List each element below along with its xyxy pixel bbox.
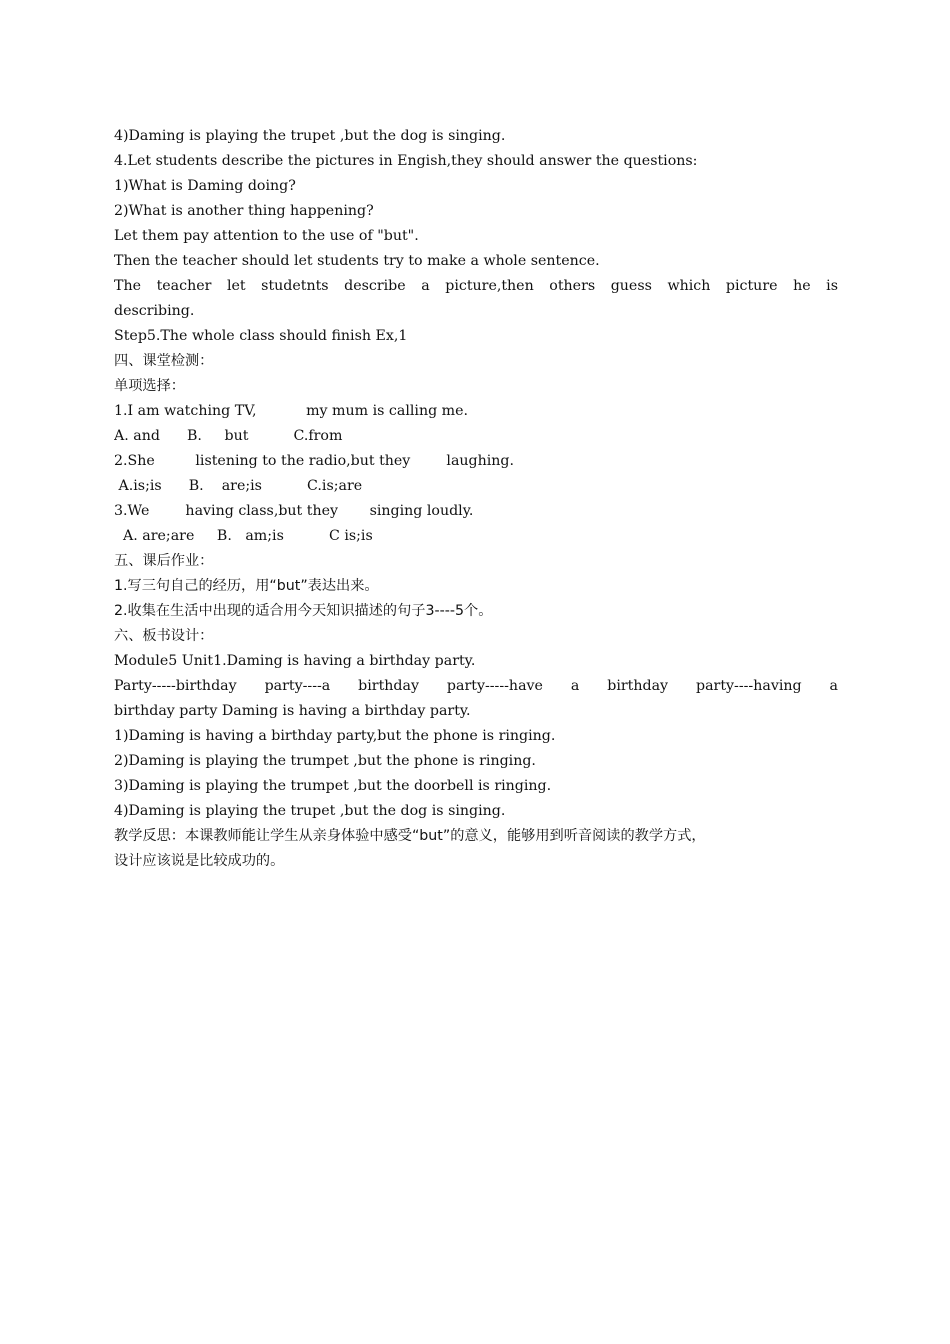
question-line: 2.She listening to the radio,but they laughing.	[114, 453, 515, 469]
section-heading: 六、板书设计：	[114, 628, 214, 644]
section-subheading: 单项选择：	[114, 378, 185, 394]
text-line: 1)Daming is having a birthday party,but the phone is ringing.	[114, 728, 556, 744]
options-line: A. and B. but C.from	[114, 428, 343, 444]
reflection-line: 教学反思：本课教师能让学生从亲身体验中感受“but”的意义，能够用到听音阅读的教学方式，	[114, 828, 706, 844]
text-line: Then the teacher should let students try to make a whole sentence.	[114, 253, 600, 269]
text-line: 2)What is another thing happening?	[114, 203, 374, 219]
text-line: 2.收集在生活中出现的适合用今天知识描述的句子3----5个。	[114, 603, 493, 619]
text-line: 4.Let students describe the pictures in Engish,they should answer the questions:	[114, 153, 698, 169]
text-line: Module5 Unit1.Daming is having a birthday party.	[114, 653, 476, 669]
text-line: Let them pay attention to the use of "but".	[114, 228, 419, 244]
reflection-line: 设计应该说是比较成功的。	[114, 853, 285, 869]
text-line: 4)Daming is playing the trupet ,but the dog is singing.	[114, 128, 506, 144]
text-line: 2)Daming is playing the trumpet ,but the phone is ringing.	[114, 753, 536, 769]
section-heading: 四、课堂检测：	[114, 353, 214, 369]
options-line: A.is;is B. are;is C.is;are	[114, 478, 363, 494]
text-line: birthday party Daming is having a birthday party.	[114, 703, 471, 719]
text-line: 4)Daming is playing the trupet ,but the dog is singing.	[114, 803, 506, 819]
text-line: Party-----birthday party----a birthday party-----have a birthday party----having a	[114, 678, 838, 694]
question-line: 1.I am watching TV, my mum is calling me.	[114, 403, 469, 419]
section-heading: 五、课后作业：	[114, 553, 214, 569]
text-line: 1)What is Daming doing?	[114, 178, 296, 194]
question-line: 3.We having class,but they singing loudly.	[114, 503, 474, 519]
document-page	[114, 124, 838, 874]
text-line: 3)Daming is playing the trumpet ,but the doorbell is ringing.	[114, 778, 552, 794]
text-line: The teacher let studetnts describe a picture,then others guess which picture he is	[114, 278, 838, 294]
text-line: describing.	[114, 303, 195, 319]
text-line: 1.写三句自己的经历，用“but”表达出来。	[114, 578, 379, 594]
text-line: Step5.The whole class should finish Ex,1	[114, 328, 408, 344]
options-line: A. are;are B. am;is C is;is	[114, 528, 373, 544]
